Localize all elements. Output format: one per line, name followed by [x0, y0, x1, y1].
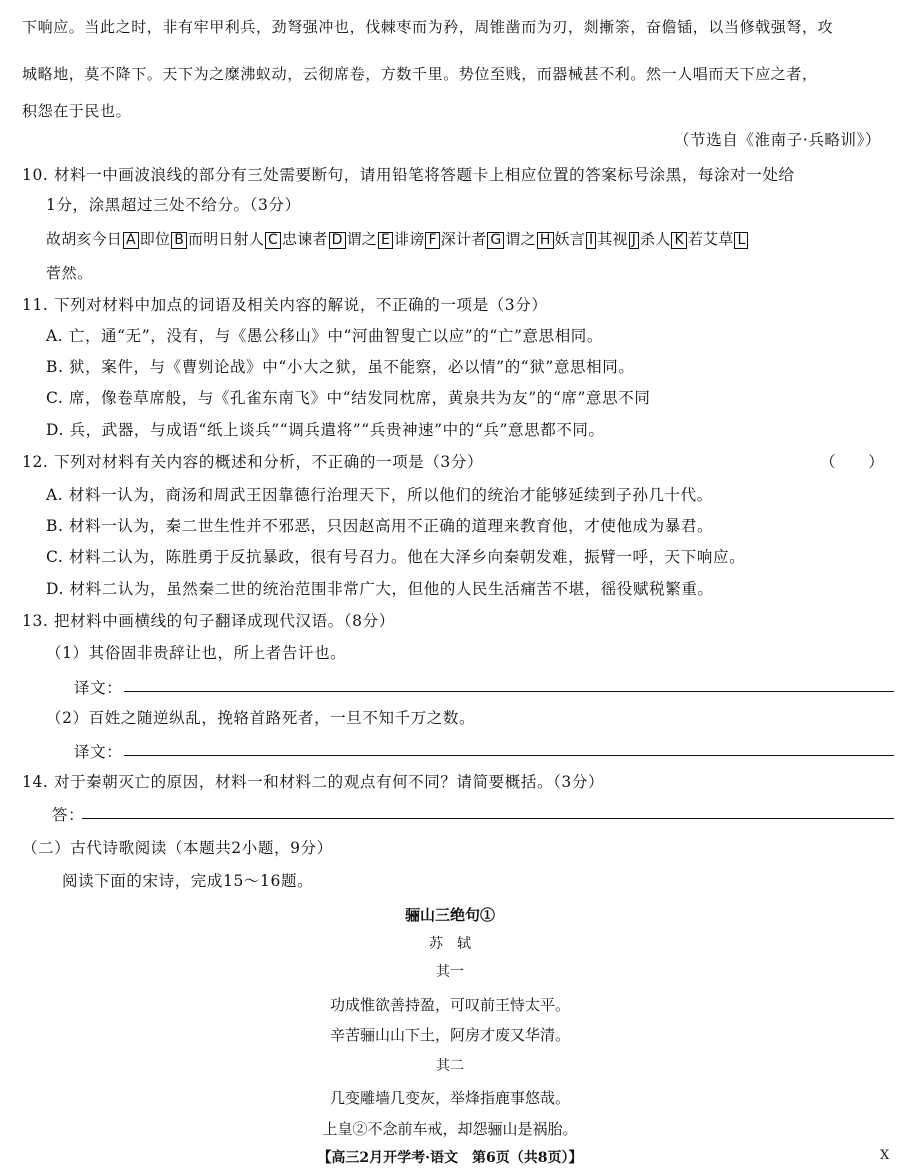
translation-label: 译文： [74, 679, 123, 697]
question-10-sentence: 故胡亥今日 A 即位 B 而明日射人 C 忠谏者 D 谓之 E 诽谤 F 深计者 G 谓之 H 妖言 I 其视 J 杀人 K 若艾草 L [46, 228, 749, 249]
break-option-box[interactable]: H [537, 232, 554, 249]
question-13-sentence-2: （2）百姓之随逆纵乱，挽辂首路死者，一旦不知千万之数。 [46, 709, 476, 727]
page-footer: 【高三2月开学考·语文 第6页（共8页）】 [317, 1150, 583, 1166]
break-option-box[interactable]: L [734, 232, 748, 249]
break-option-box[interactable]: C [265, 232, 281, 249]
question-11-option-a: A. 亡，通“无”，没有，与《愚公移山》中“河曲智叟亡以应”的“亡”意思相同。 [46, 327, 603, 345]
answer-parentheses[interactable]: （ ） [820, 453, 885, 471]
question-10-stem-cont: 1分，涂黑超过三处不给分。（3分） [46, 196, 301, 214]
break-option-box[interactable]: E [378, 232, 393, 249]
question-11-stem: 11. 下列对材料中加点的词语及相关内容的解说，不正确的一项是（3分） [22, 296, 548, 314]
question-12-stem: 12. 下列对材料有关内容的概述和分析，不正确的一项是（3分） [22, 453, 484, 471]
break-option-box[interactable]: G [487, 232, 504, 249]
translation-answer-line[interactable] [124, 755, 894, 756]
break-option-box[interactable]: F [425, 232, 439, 249]
question-12-option-c: C. 材料二认为，陈胜勇于反抗暴政，很有号召力。他在大泽乡向秦朝发难，振臂一呼，天下响应。 [46, 548, 746, 566]
break-option-box[interactable]: I [586, 232, 596, 249]
poem-line: 几变雕墙几变灰，举烽指鹿事悠哉。 [329, 1089, 570, 1107]
question-13-sentence-1: （1）其俗固非贵辞让也，所上者告讦也。 [46, 644, 347, 662]
break-option-box[interactable]: A [123, 232, 139, 249]
break-option-box[interactable]: J [629, 232, 639, 249]
question-11-option-d: D. 兵，武器，与成语“纸上谈兵”“调兵遣将”“兵贵神速”中的“兵”意思都不同。 [46, 421, 605, 439]
passage-source: （节选自《淮南子·兵略训》） [674, 131, 882, 149]
section-intro: 阅读下面的宋诗，完成15～16题。 [62, 872, 314, 890]
question-12-option-d: D. 材料二认为，虽然秦二世的统治范围非常广大，但他的人民生活痛苦不堪，徭役赋税繁重。 [46, 580, 714, 598]
passage-line: 城略地，莫不降下。天下为之糜沸蚁动，云彻席卷，方数千里。势位至贱，而器械甚不利。然一人唱而天下应之者， [22, 65, 818, 83]
footer-mark: X [880, 1148, 890, 1163]
translation-label: 译文： [74, 743, 123, 761]
poem-author: 苏 轼 [429, 936, 471, 952]
poem-line: 上皇②不念前车戒，却怨骊山是祸胎。 [322, 1120, 578, 1138]
section-title: （二）古代诗歌阅读（本题共2小题，9分） [22, 839, 333, 857]
question-10-sentence-tail: 菅然。 [46, 264, 93, 282]
poem-title: 骊山三绝句① [404, 906, 495, 924]
passage-line: 下响应。当此之时，非有牢甲利兵，劲弩强冲也，伐棘枣而为矜，周锥凿而为刃，剡摲筡，奋儋锸，以当修戟强弩，攻 [22, 18, 834, 36]
translation-answer-line[interactable] [124, 691, 894, 692]
question-11-option-b: B. 狱，案件，与《曹刿论战》中“小大之狱，虽不能察，必以情”的“狱”意思相同。 [46, 358, 635, 376]
break-option-box[interactable]: D [329, 232, 346, 249]
question-12-option-a: A. 材料一认为，商汤和周武王因靠德行治理天下，所以他们的统治才能够延续到子孙几十代。 [46, 486, 713, 504]
break-option-box[interactable]: B [171, 232, 187, 249]
question-10-stem: 10. 材料一中画波浪线的部分有三处需要断句，请用铅笔将答题卡上相应位置的答案标号涂黑，每涂对一处给 [22, 166, 795, 184]
question-13-stem: 13. 把材料中画横线的句子翻译成现代汉语。（8分） [22, 612, 395, 630]
poem-part-label: 其一 [436, 964, 464, 980]
poem-line: 辛苦骊山山下土，阿房才废又华清。 [329, 1026, 570, 1044]
break-option-box[interactable]: K [671, 232, 686, 249]
question-11-option-c: C. 席，像卷草席般，与《孔雀东南飞》中“结发同枕席，黄泉共为友”的“席”意思不同 [46, 389, 651, 407]
passage-line: 积怨在于民也。 [22, 102, 132, 120]
poem-line: 功成惟欲善持盈，可叹前王恃太平。 [329, 996, 570, 1014]
poem-part-label: 其二 [436, 1058, 464, 1074]
answer-line[interactable] [82, 818, 894, 819]
question-12-option-b: B. 材料一认为，秦二世生性并不邪恶，只因赵高用不正确的道理来教育他，才使他成为暴君。 [46, 517, 714, 535]
question-14-stem: 14. 对于秦朝灭亡的原因，材料一和材料二的观点有何不同？请简要概括。（3分） [22, 773, 605, 791]
answer-label: 答： [52, 806, 85, 824]
